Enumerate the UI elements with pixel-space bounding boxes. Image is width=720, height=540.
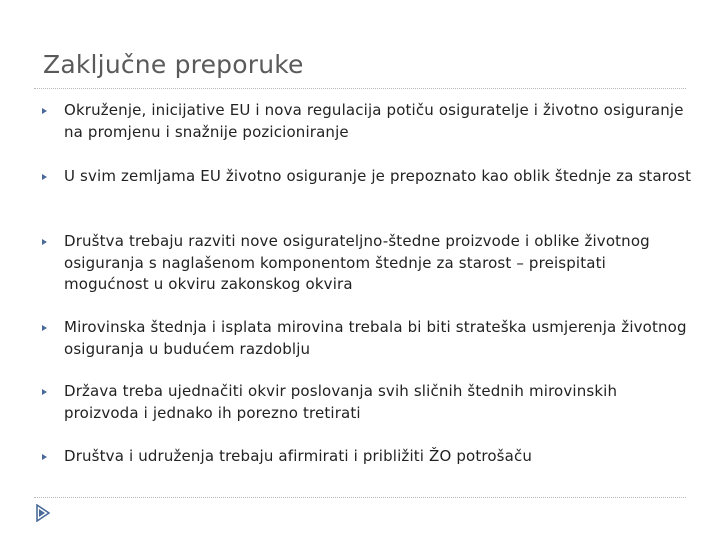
title-divider — [34, 88, 686, 89]
bullet-text: Država treba ujednačiti okvir poslovanja svih sličnih štednih mirovinskih proizvoda i jednako ih porezno tretirati — [64, 382, 618, 422]
triangle-bullet-icon — [42, 174, 47, 180]
bullet-item — [64, 100, 694, 143]
bullet-text: Mirovinska štednja i isplata mirovina trebala bi biti strateška usmjerenja životnog osiguranja u budućem razdoblju — [64, 318, 687, 358]
bullet-text: Društva i udruženja trebaju afirmirati i približiti ŽO potrošaču — [64, 447, 533, 465]
bullet-text: Društva trebaju razviti nove osigurateljno-štedne proizvode i oblike životnog osiguranja s naglašenom komponentom štednje za starost – preispitati mogućnost u okviru zakonskog okvira — [64, 232, 650, 293]
bullet-item — [64, 446, 694, 468]
triangle-bullet-icon — [42, 108, 47, 114]
footer-divider — [34, 497, 686, 498]
bullet-item — [64, 231, 694, 296]
bullet-text: U svim zemljama EU životno osiguranje je prepoznato kao oblik štednje za starost — [64, 167, 692, 185]
triangle-bullet-icon — [42, 389, 47, 395]
slide-title: Zaključne preporuke — [43, 50, 304, 79]
bullet-item — [64, 317, 694, 360]
triangle-bullet-icon — [42, 239, 47, 245]
triangle-bullet-icon — [42, 454, 47, 460]
bullet-item — [64, 381, 694, 424]
bullet-text: Okruženje, inicijative EU i nova regulacija potiču osiguratelje i životno osiguranje na promjenu i snažnije pozicioniranje — [64, 101, 684, 141]
bullet-item — [64, 166, 694, 188]
corner-arrow-icon — [36, 504, 50, 522]
triangle-bullet-icon — [42, 325, 47, 331]
